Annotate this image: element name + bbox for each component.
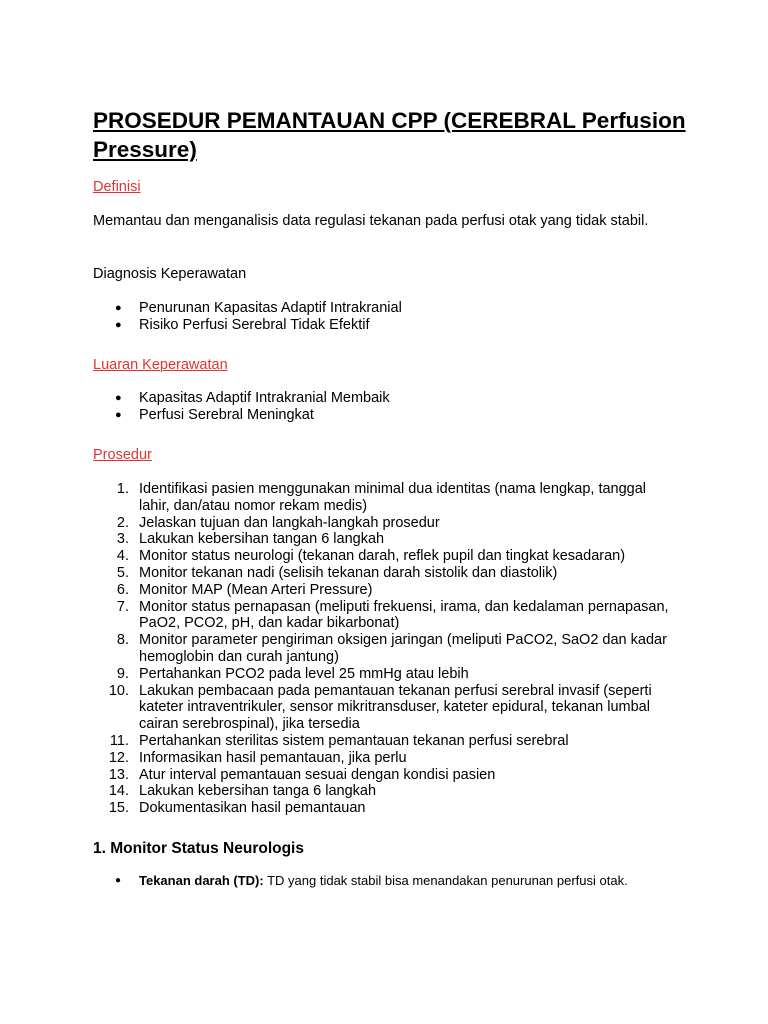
- prosedur-link[interactable]: Prosedur: [93, 447, 152, 463]
- step-text: Monitor status pernapasan (meliputi frekuensi, irama, dan kedalaman pernapasan, PaO2, PCO2, pH, dan kadar bikarbonat): [139, 598, 669, 632]
- list-item: [93, 407, 713, 424]
- procedure-step: [93, 565, 673, 582]
- section-heading: 1. Monitor Status Neurologis: [93, 840, 304, 857]
- procedure-step: [93, 481, 673, 515]
- procedure-step: [93, 783, 673, 800]
- step-text: Jelaskan tujuan dan langkah-langkah prosedur: [139, 514, 440, 531]
- step-number: 7.: [116, 598, 129, 615]
- document-title: PROSEDUR PEMANTAUAN CPP (CEREBRAL Perfusion Pressure): [93, 108, 686, 162]
- step-number: 5.: [116, 564, 129, 581]
- diagnosis-item-label: Risiko Perfusi Serebral Tidak Efektif: [139, 316, 370, 333]
- step-text: Lakukan kebersihan tanga 6 langkah: [139, 783, 377, 800]
- procedure-step: [93, 666, 673, 683]
- luaran-list: [93, 390, 713, 424]
- step-text: Lakukan kebersihan tangan 6 langkah: [139, 531, 385, 548]
- step-number: 6.: [116, 581, 129, 598]
- list-item: [93, 317, 713, 334]
- step-text: Monitor tekanan nadi (selisih tekanan darah sistolik dan diastolik): [139, 564, 558, 581]
- step-number: 10.: [108, 682, 129, 699]
- definisi-text: Memantau dan menganalisis data regulasi tekanan pada perfusi otak yang tidak stabil.: [93, 213, 649, 229]
- step-number: 3.: [116, 531, 129, 548]
- bullet-icon: ●: [115, 875, 122, 886]
- procedure-step: [93, 767, 673, 784]
- procedure-step: [93, 683, 673, 733]
- step-number: 14.: [108, 783, 129, 800]
- procedure-step: [93, 515, 673, 532]
- step-number: 1.: [116, 481, 129, 497]
- step-text: Monitor parameter pengiriman oksigen jaringan (meliputi PaCO2, SaO2 dan kadar hemoglobin dan curah jantung): [139, 632, 667, 665]
- diagnosis-item-label: Penurunan Kapasitas Adaptif Intrakranial: [139, 300, 402, 316]
- step-number: 4.: [116, 548, 129, 565]
- procedure-step: [93, 531, 673, 548]
- bullet-icon: ●: [115, 408, 122, 421]
- procedure-step: [93, 599, 673, 633]
- step-text: Dokumentasikan hasil pemantauan: [139, 800, 366, 817]
- item-label: Tekanan darah (TD):: [139, 873, 264, 888]
- step-text: Monitor MAP (Mean Arteri Pressure): [139, 581, 373, 598]
- procedure-step: [93, 800, 673, 817]
- step-number: 15.: [108, 800, 129, 817]
- procedure-step: [93, 632, 673, 666]
- list-item: [93, 300, 713, 317]
- bullet-icon: ●: [115, 392, 122, 404]
- definisi-link[interactable]: Definisi: [93, 179, 141, 195]
- step-number: 11.: [109, 732, 129, 749]
- step-text: Monitor status neurologi (tekanan darah, reflek pupil dan tingkat kesadaran): [139, 548, 626, 565]
- bullet-icon: ●: [115, 302, 122, 314]
- diagnosis-heading: Diagnosis Keperawatan: [93, 266, 247, 282]
- step-text: Pertahankan sterilitas sistem pemantauan tekanan perfusi serebral: [139, 732, 569, 749]
- procedure-step: [93, 750, 673, 767]
- step-text: Atur interval pemantauan sesuai dengan kondisi pasien: [139, 766, 496, 783]
- list-item: [93, 390, 713, 407]
- diagnosis-list: [93, 300, 713, 334]
- procedure-step: [93, 582, 673, 599]
- procedure-step: [93, 733, 673, 750]
- step-text: Lakukan pembacaan pada pemantauan tekanan perfusi serebral invasif (seperti kateter intraventrikuler, sensor mikritransduser, kateter epidural, tekanan lumbal cairan serebrospinal), jika tersedia: [139, 682, 652, 733]
- step-number: 12.: [108, 749, 129, 766]
- prosedur-steps-list: [93, 481, 673, 817]
- luaran-keperawatan-link[interactable]: Luaran Keperawatan: [93, 357, 228, 373]
- luaran-item-label: Perfusi Serebral Meningkat: [139, 406, 314, 423]
- step-text: Informasikan hasil pemantauan, jika perlu: [139, 749, 407, 766]
- step-text: Pertahankan PCO2 pada level 25 mmHg atau lebih: [139, 665, 469, 682]
- procedure-step: [93, 548, 673, 565]
- step-text: Identifikasi pasien menggunakan minimal dua identitas (nama lengkap, tanggal lahir, dan/atau nomor rekam medis): [139, 481, 647, 514]
- item-text: TD yang tidak stabil bisa menandakan penurunan perfusi otak.: [263, 873, 628, 888]
- luaran-item-label: Kapasitas Adaptif Intrakranial Membaik: [139, 390, 390, 406]
- step-number: 8.: [116, 632, 129, 649]
- bullet-icon: ●: [115, 318, 122, 331]
- step-number: 9.: [116, 665, 129, 682]
- step-number: 13.: [108, 766, 129, 783]
- step-number: 2.: [116, 514, 129, 531]
